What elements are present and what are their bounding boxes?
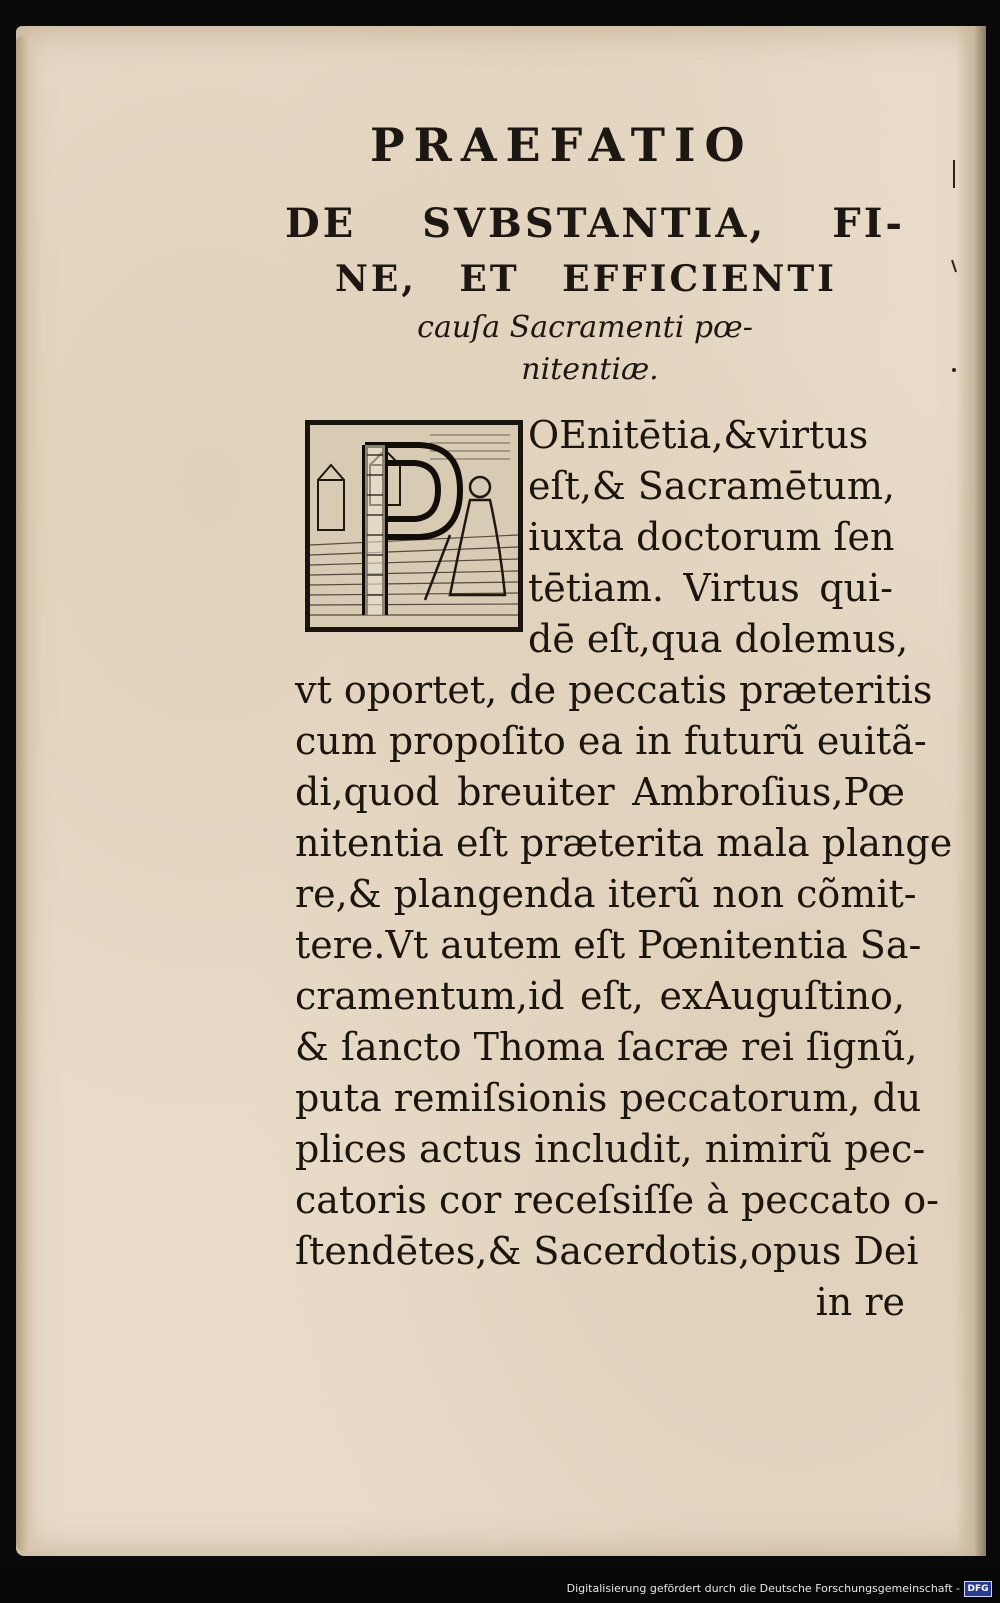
text-line: re,& plangenda iterũ non cõmit-	[295, 872, 917, 916]
subtitle-line-4: nitentiæ.	[521, 352, 659, 387]
text-line: dē eſt,qua dolemus,	[528, 617, 909, 661]
page-edge-left	[16, 36, 38, 1551]
text-line: plices actus includit, nimirũ pec-	[295, 1127, 926, 1171]
text-beside-initial	[528, 410, 909, 665]
main-text-block	[295, 665, 953, 1328]
text-line: eſt,& Sacramētum,	[528, 464, 895, 508]
page-title: PRAEFATIO	[370, 118, 754, 172]
footer-bar	[0, 1567, 1000, 1603]
funding-credit: Digitalisierung gefördert durch die Deutsche Forschungsgemeinschaft -	[566, 1582, 960, 1595]
subtitle-line-1: DE SVBSTANTIA, FI-	[285, 200, 905, 247]
text-line: puta remiſsionis peccatorum, du	[295, 1076, 922, 1120]
text-line: nitentia eſt præterita mala plange	[295, 821, 953, 865]
text-line: tētiam. Virtus qui-	[528, 566, 893, 610]
text-line: cum propoſito ea in futurũ euitã-	[295, 719, 927, 763]
page-edge-marks	[950, 160, 958, 380]
text-line: OEnitētia,&virtus	[528, 413, 869, 457]
text-line: cramentum,id eſt, exAuguſtino,	[295, 974, 905, 1018]
text-line: di,quod breuiter Ambroſius,Pœ	[295, 770, 905, 814]
catchword: in re	[815, 1280, 905, 1324]
text-line: ſtendētes,& Sacerdotis,opus Dei	[295, 1229, 919, 1273]
subtitle-line-3: cauſa Sacramenti pœ-	[417, 310, 753, 345]
decorated-initial	[305, 420, 523, 632]
page-edge-right	[956, 26, 986, 1556]
dfg-logo: DFG	[964, 1581, 992, 1597]
text-line: iuxta doctorum ſen	[528, 515, 895, 559]
text-line: vt oportet, de peccatis præteritis	[295, 668, 933, 712]
woodcut-initial-image	[310, 425, 518, 627]
text-line: catoris cor receſsiſſe à peccato o-	[295, 1178, 939, 1222]
subtitle-line-2: NE, ET EFFICIENTI	[335, 258, 837, 300]
text-line: & ſancto Thoma ſacræ rei ſignũ,	[295, 1025, 918, 1069]
text-line: tere.Vt autem eſt Pœnitentia Sa-	[295, 923, 922, 967]
